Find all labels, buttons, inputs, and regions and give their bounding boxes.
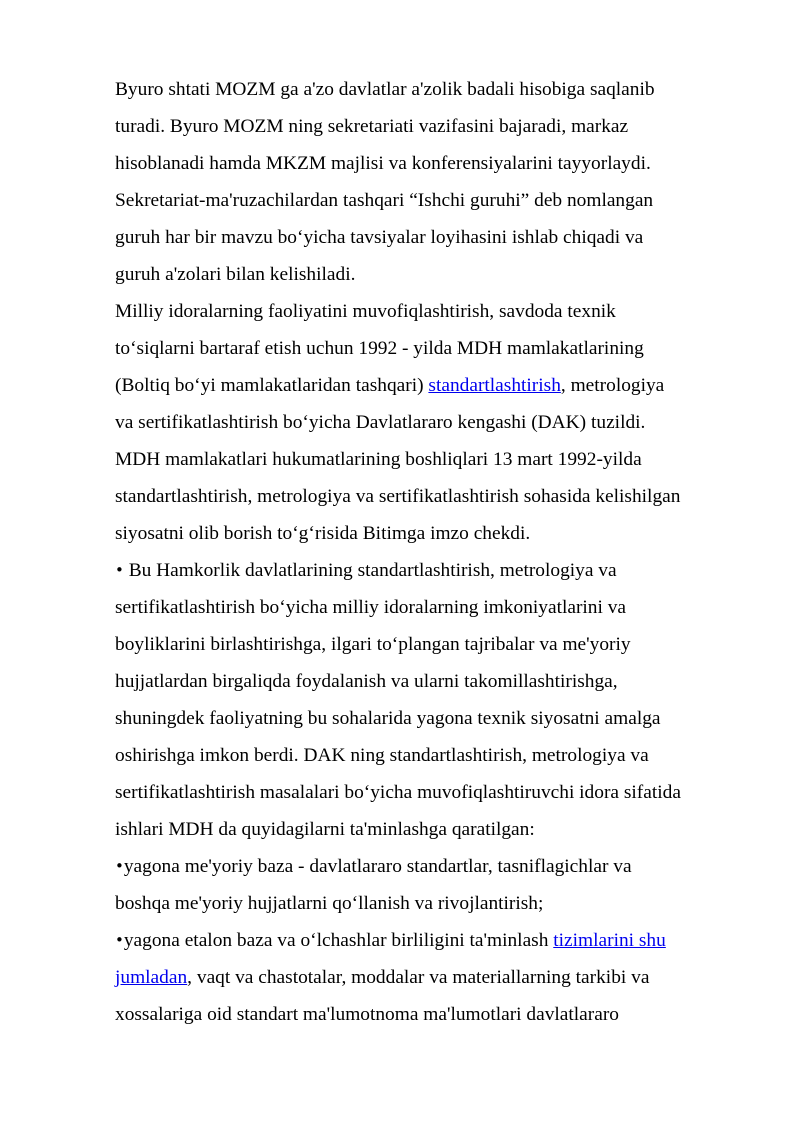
text-line: va sertifikatlashtirish bo‘yicha Davlatlararo kengashi (DAK) tuzildi. — [115, 412, 646, 433]
tizimlarini-shu-jumladan-link[interactable]: jumladan — [115, 967, 188, 988]
standartlashtirish-link[interactable]: standartlashtirish — [428, 375, 561, 396]
bullet-icon: • — [115, 931, 124, 949]
list-item — [115, 848, 755, 922]
bullet-icon: • — [115, 857, 124, 875]
tizimlarini-shu-jumladan-link[interactable]: tizimlarini shu — [553, 930, 666, 951]
text-span: , metrologiya — [560, 375, 665, 396]
text-line: to‘siqlarni bartaraf etish uchun 1992 - yilda MDH mamlakatlarining — [115, 338, 644, 359]
text-line: MDH mamlakatlari hukumatlarining boshliqlari 13 mart 1992-yilda — [115, 449, 642, 470]
text-span: Bu Hamkorlik davlatlarining standartlashtirish, metrologiya va — [123, 560, 617, 581]
text-line: sertifikatlashtirish bo‘yicha milliy idoralarning imkoniyatlarini va — [115, 597, 627, 618]
text-span: yagona etalon baza va o‘lchashlar birliligini ta'minlash — [123, 930, 554, 951]
text-line — [115, 552, 755, 589]
text-line: Byuro shtati MOZM ga a'zo davlatlar a'zolik badali hisobiga saqlanib — [115, 79, 655, 100]
text-line: hisoblanadi hamda MKZM majlisi va konferensiyalarini tayyorlaydi. — [115, 153, 651, 174]
text-line: hujjatlardan birgaliqda foydalanish va ularni takomillashtirishga, — [115, 671, 618, 692]
paragraph-byuro — [115, 71, 755, 293]
text-line — [115, 848, 755, 885]
text-span: yagona me'yoriy baza - davlatlararo standartlar, tasniflagichlar va — [123, 856, 632, 877]
text-line: boshqa me'yoriy hujjatlarni qo‘llanish va rivojlantirish; — [115, 893, 544, 914]
text-line — [115, 367, 755, 404]
text-line: Milliy idoralarning faoliyatini muvofiqlashtirish, savdoda texnik — [115, 301, 616, 322]
text-line: ishlari MDH da quyidagilarni ta'minlashga qaratilgan: — [115, 819, 535, 840]
text-line: boyliklarini birlashtirishga, ilgari to‘plangan tajribalar va me'yoriy — [115, 634, 631, 655]
text-line — [115, 922, 755, 959]
text-line: standartlashtirish, metrologiya va sertifikatlashtirish sohasida kelishilgan — [115, 486, 681, 507]
text-line: turadi. Byuro MOZM ning sekretariati vazifasini bajaradi, markaz — [115, 116, 629, 137]
text-line: guruh a'zolari bilan kelishiladi. — [115, 264, 356, 285]
text-line: xossalariga oid standart ma'lumotnoma ma'lumotlari davlatlararo — [115, 1004, 619, 1025]
bullet-icon: • — [115, 561, 124, 579]
text-line: oshirishga imkon berdi. DAK ning standartlashtirish, metrologiya va — [115, 745, 649, 766]
paragraph-milliy-idoralar — [115, 293, 755, 552]
text-line: sertifikatlashtirish masalalari bo‘yicha muvofiqlashtiruvchi idora sifatida — [115, 782, 681, 803]
text-line: Sekretariat-ma'ruzachilardan tashqari “Ishchi guruhi” deb nomlangan — [115, 190, 654, 211]
list-item — [115, 922, 755, 1033]
text-span: (Boltiq bo‘yi mamlakatlaridan tashqari) — [115, 375, 429, 396]
text-line: shuningdek faoliyatning bu sohalarida yagona texnik siyosatni amalga — [115, 708, 661, 729]
paragraph-hamkorlik — [115, 552, 755, 848]
text-line: guruh har bir mavzu bo‘yicha tavsiyalar loyihasini ishlab chiqadi va — [115, 227, 644, 248]
text-span: , vaqt va chastotalar, moddalar va materiallarning tarkibi va — [187, 967, 650, 988]
document-body — [115, 71, 755, 1033]
text-line — [115, 959, 755, 996]
text-line: siyosatni olib borish to‘g‘risida Bitimga imzo chekdi. — [115, 523, 531, 544]
